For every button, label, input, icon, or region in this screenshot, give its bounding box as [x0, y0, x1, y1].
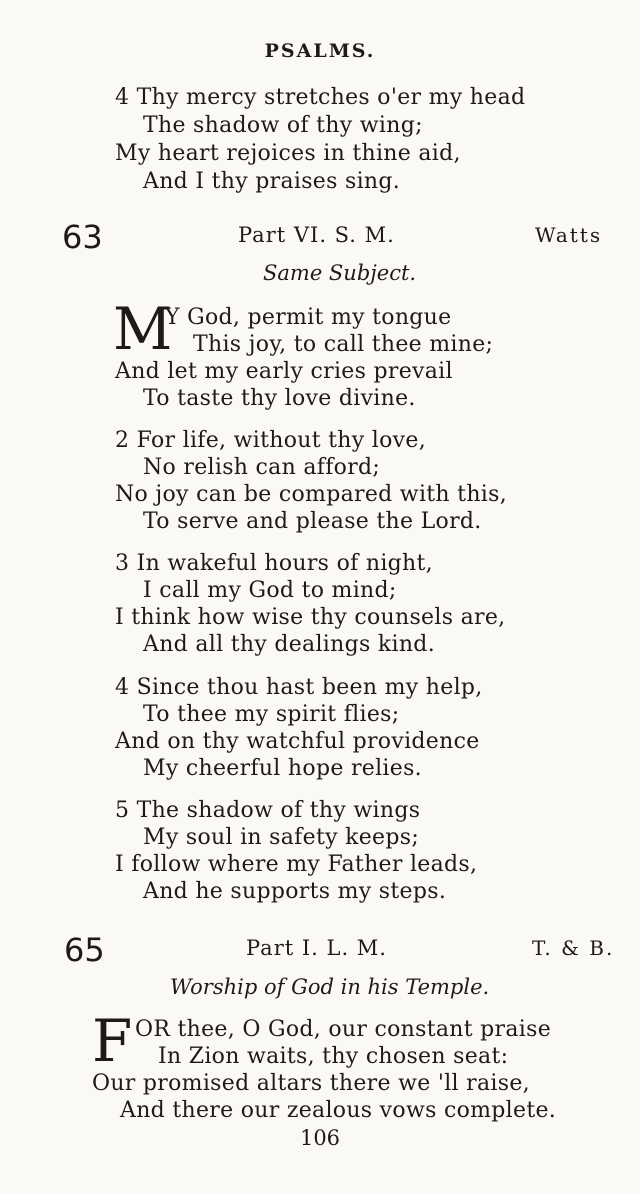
drop-cap: F — [92, 1007, 133, 1075]
verse-line: My cheerful hope relies. — [143, 756, 422, 781]
verse-line: I follow where my Father leads, — [115, 852, 478, 877]
verse-line: Our promised altars there we 'll raise, — [92, 1071, 530, 1096]
verse-line: And he supports my steps. — [143, 879, 447, 904]
verse-line: 3 In wakeful hours of night, — [115, 551, 433, 576]
verse-line: And there our zealous vows complete. — [120, 1098, 557, 1123]
verse-line: And all thy dealings kind. — [143, 632, 435, 657]
verse-line: This joy, to call thee mine; — [193, 332, 494, 357]
running-header: PSALMS. — [264, 40, 376, 62]
hymn-author: Watts — [535, 223, 603, 247]
hymn-part-meter: Part I. L. M. — [246, 936, 387, 960]
verse-line: In Zion waits, thy chosen seat: — [158, 1044, 509, 1069]
verse-line: To taste thy love divine. — [143, 386, 416, 411]
verse-line: My heart rejoices in thine aid, — [115, 141, 461, 166]
hymn-number: 63 — [62, 218, 103, 256]
hymn-subtitle: Worship of God in his Temple. — [170, 975, 490, 999]
page-number: 106 — [299, 1126, 341, 1150]
hymn-number: 65 — [64, 931, 105, 969]
verse-line: I call my God to mind; — [143, 578, 397, 603]
verse-line: 4 Since thou hast been my help, — [115, 675, 483, 700]
verse-line: No joy can be compared with this, — [115, 482, 508, 507]
verse-line: No relish can afford; — [143, 455, 381, 480]
hymn-subtitle: Same Subject. — [263, 261, 417, 285]
verse-line: To serve and please the Lord. — [143, 509, 482, 534]
verse-line: 2 For life, without thy love, — [115, 428, 427, 453]
verse-line: To thee my spirit flies; — [143, 702, 400, 727]
verse-line: And I thy praises sing. — [143, 169, 401, 194]
verse-line: Y God, permit my tongue — [165, 305, 452, 330]
verse-line: 5 The shadow of thy wings — [115, 798, 421, 823]
verse-line: And on thy watchful providence — [115, 729, 480, 754]
drop-cap: M — [113, 295, 173, 363]
verse-line: OR thee, O God, our constant praise — [135, 1017, 552, 1042]
hymn-part-meter: Part VI. S. M. — [238, 223, 395, 247]
verse-line: The shadow of thy wing; — [143, 113, 423, 138]
verse-line: My soul in safety keeps; — [143, 825, 420, 850]
hymn-author: T. & B. — [532, 936, 615, 960]
verse-line: 4 Thy mercy stretches o'er my head — [115, 85, 526, 110]
verse-line: I think how wise thy counsels are, — [115, 605, 506, 630]
verse-line: And let my early cries prevail — [115, 359, 453, 384]
